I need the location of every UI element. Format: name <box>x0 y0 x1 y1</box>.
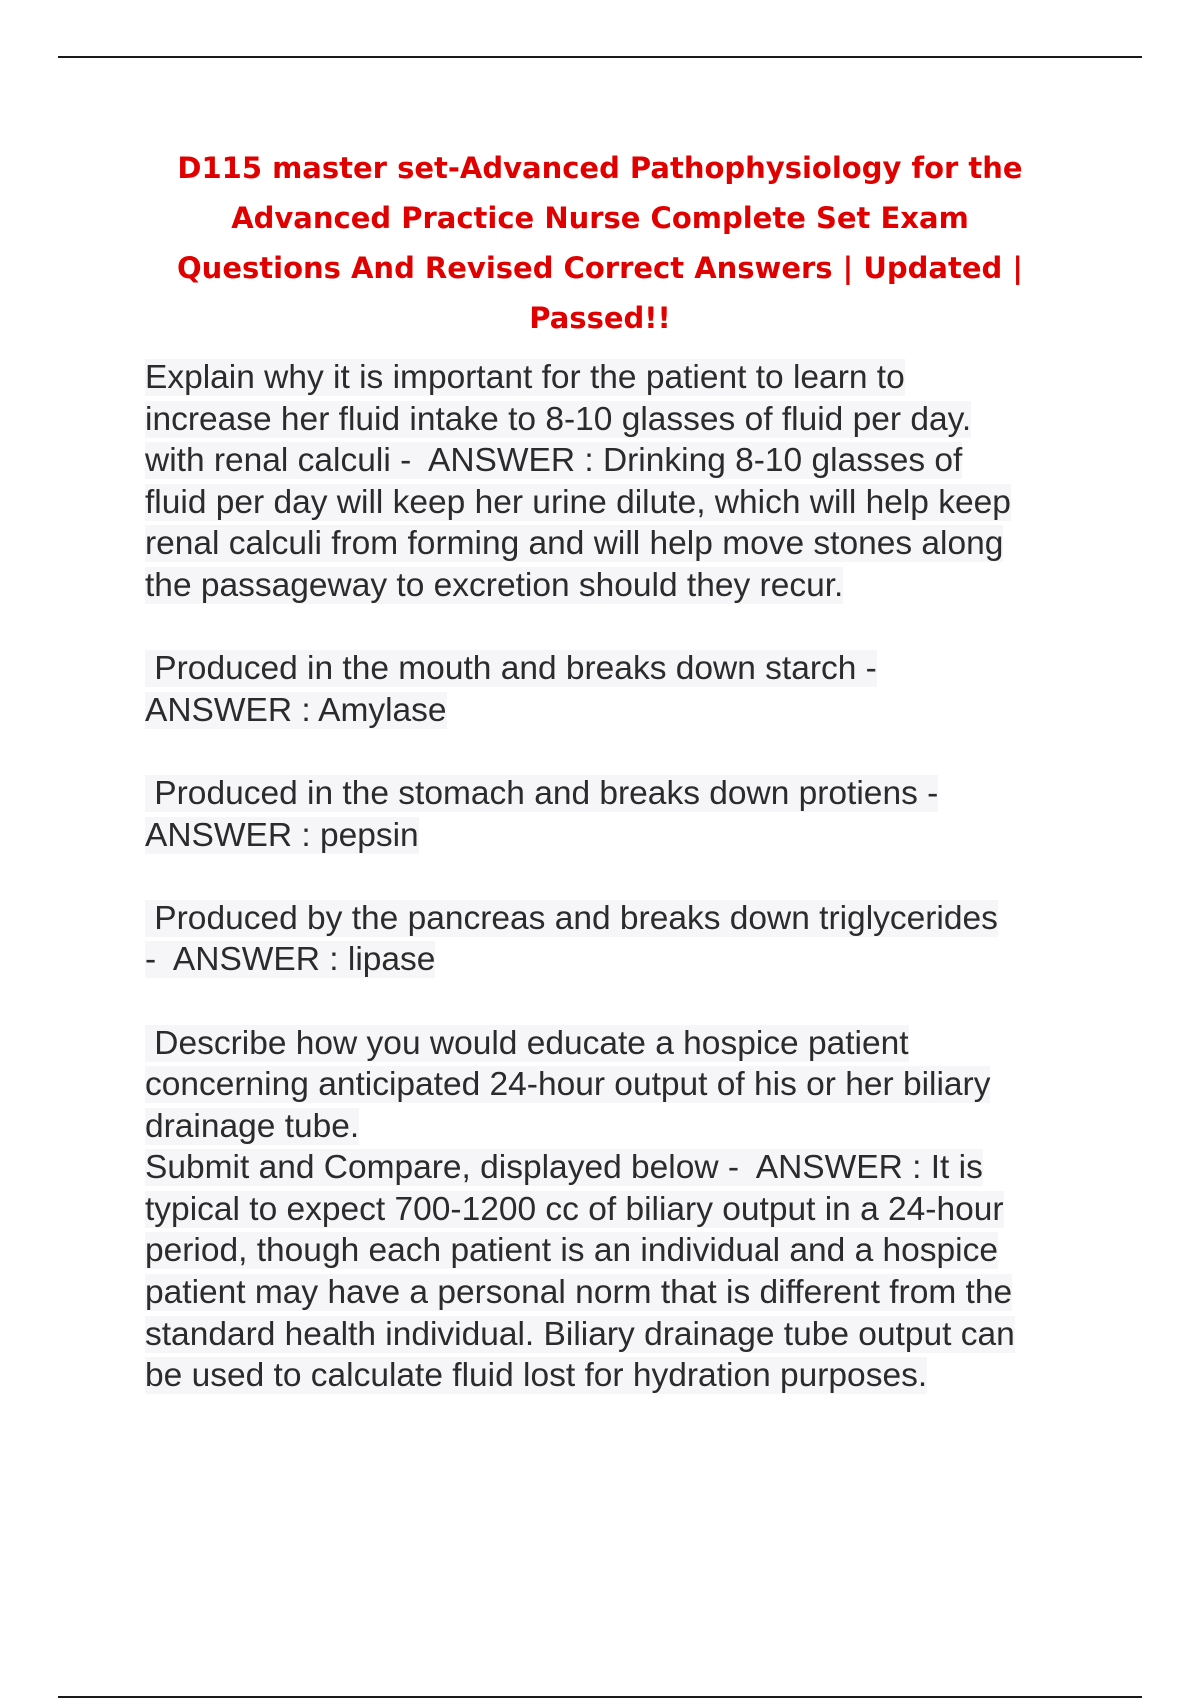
qa-text-line: be used to calculate fluid lost for hydration purposes. <box>145 1357 928 1395</box>
title-line: D115 master set-Advanced Pathophysiology for the <box>177 151 1023 185</box>
qa-text-line: fluid per day will keep her urine dilute, which will help keep <box>145 483 1011 521</box>
qa-text-line: Explain why it is important for the patient to learn to <box>145 359 905 396</box>
title-line: Passed!! <box>529 301 671 335</box>
qa-text-line: concerning anticipated 24-hour output of his or her biliary <box>145 1066 991 1104</box>
qa-text-line: ANSWER : pepsin <box>145 816 419 854</box>
qa-text-line: Produced by the pancreas and breaks down triglycerides <box>145 899 998 937</box>
qa-text-line: with renal calculi - ANSWER : Drinking 8-10 glasses of <box>145 442 963 480</box>
bottom-rule <box>58 1696 1142 1698</box>
document-title <box>140 143 1060 343</box>
qa-text-line: patient may have a personal norm that is different from the <box>145 1274 1013 1312</box>
qa-text-line: typical to expect 700-1200 cc of biliary output in a 24-hour <box>145 1190 1004 1228</box>
qa-block-biliary-drainage <box>145 1023 1095 1397</box>
qa-block-amylase <box>145 648 1095 731</box>
qa-text-line: Produced in the mouth and breaks down starch - <box>145 650 877 688</box>
qa-text-line: Submit and Compare, displayed below - ANSWER : It is <box>145 1149 983 1187</box>
qa-text-line: renal calculi from forming and will help move stones along <box>145 525 1004 563</box>
top-rule <box>58 56 1142 58</box>
qa-text-line: standard health individual. Biliary drainage tube output can <box>145 1315 1015 1353</box>
qa-block-lipase <box>145 898 1095 981</box>
qa-block-pepsin <box>145 773 1095 856</box>
title-line: Questions And Revised Correct Answers | Updated | <box>177 251 1023 285</box>
qa-text-line: Describe how you would educate a hospice patient <box>145 1024 909 1062</box>
qa-text-line: the passageway to excretion should they recur. <box>145 566 844 604</box>
qa-text-line: increase her fluid intake to 8-10 glasses of fluid per day. <box>145 400 972 438</box>
qa-text-line: period, though each patient is an individual and a hospice <box>145 1232 999 1270</box>
qa-text-line: - ANSWER : lipase <box>145 941 436 979</box>
qa-text-line: Produced in the stomach and breaks down protiens - <box>145 774 939 812</box>
qa-text-line: ANSWER : Amylase <box>145 691 447 729</box>
qa-text-line: drainage tube. <box>145 1107 360 1145</box>
qa-content <box>145 357 1095 1397</box>
title-line: Advanced Practice Nurse Complete Set Exam <box>231 201 969 235</box>
qa-block-renal-calculi <box>145 357 1095 607</box>
